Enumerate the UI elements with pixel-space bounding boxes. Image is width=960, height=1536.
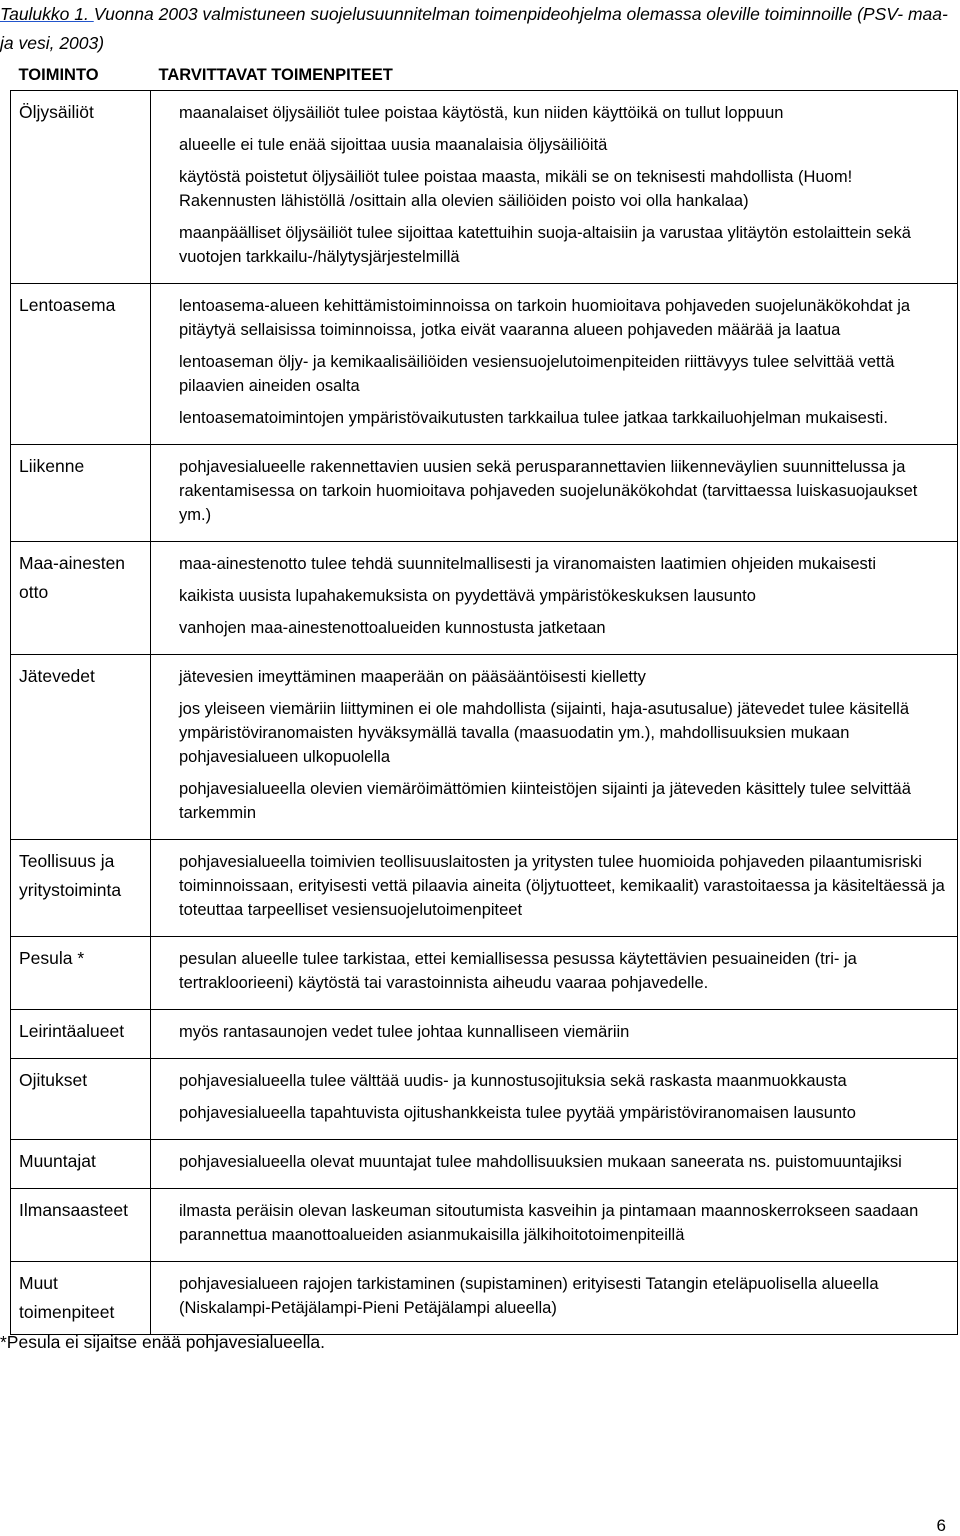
measures-cell	[151, 1010, 958, 1059]
measure-item: pohjavesialueella toimivien teollisuuslaitosten ja yritysten tulee huomioida pohjaveden pilaantumisriski toiminnoissaan, erityisesti vettä pilaavia aineita (öljytuotteet, kemikaalit) varastoitaessa ja käsiteltäessä ja toteuttaa tarpeelliset vesiensuojelutoimenpiteet	[179, 853, 945, 919]
footnote: *Pesula ei sijaitse enää pohjavesialueella.	[0, 1332, 325, 1352]
table-row	[11, 840, 958, 937]
measures-cell	[151, 937, 958, 1010]
table-row	[11, 1262, 958, 1335]
table-row	[11, 655, 958, 840]
activity-cell	[11, 1010, 151, 1059]
activity-cell	[11, 91, 151, 284]
activity-cell	[11, 1262, 151, 1335]
measures-cell	[151, 1059, 958, 1140]
header-activity: TOIMINTO	[18, 66, 99, 84]
activity-label: Lentoasema	[19, 295, 116, 315]
activity-label: Leirintäalueet	[19, 1021, 125, 1041]
table-row	[11, 1059, 958, 1140]
measure-item: lentoasematoimintojen ympäristövaikutusten tarkkailua tulee jatkaa tarkkailuohjelman mukaisesti.	[179, 409, 888, 427]
measures-cell	[151, 542, 958, 655]
table-row	[11, 1189, 958, 1262]
measure-item: vanhojen maa-ainestenottoalueiden kunnostusta jatketaan	[179, 619, 606, 637]
measures-table	[10, 58, 958, 1335]
measures-cell	[151, 655, 958, 840]
activity-label: Teollisuus ja yritystoiminta	[19, 851, 122, 900]
measure-item: lentoasema-alueen kehittämistoiminnoissa on tarkoin huomioitava pohjaveden suojelunäkökohdat ja pitäytyä sellaisissa toiminnoissa, jotka eivät vaaranna alueen pohjaveden määrää ja laatua	[179, 297, 911, 339]
measure-item: pohjavesialueelle rakennettavien uusien sekä perusparannettavien liikenneväylien suunnittelussa ja rakentamisessa on tarkoin huomioitava pohjaveden suojelunäkökohdat (tarvittaessa luiskasuojaukset ym.)	[179, 458, 918, 524]
table-row	[11, 937, 958, 1010]
activity-label: Öljysäiliöt	[19, 102, 94, 122]
table-row	[11, 284, 958, 445]
measures-cell	[151, 284, 958, 445]
activity-label: Ilmansaasteet	[19, 1200, 128, 1220]
activity-cell	[11, 1189, 151, 1262]
activity-cell	[11, 1140, 151, 1189]
measures-cell	[151, 1262, 958, 1335]
activity-label: Maa-ainesten otto	[19, 553, 126, 602]
table-header-row	[11, 58, 958, 91]
activity-label: Jätevedet	[19, 666, 95, 686]
measures-cell	[151, 445, 958, 542]
measure-item: lentoaseman öljy- ja kemikaalisäiliöiden vesiensuojelutoimenpiteiden riittävyys tulee selvittää vettä pilaavien aineiden osalta	[179, 353, 895, 395]
caption-text: Vuonna 2003 valmistuneen suojelusuunnitelman toimenpideohjelma olemassa oleville toiminnoille (PSV- maa- ja vesi, 2003)	[0, 4, 948, 53]
measure-item: maanalaiset öljysäiliöt tulee poistaa käytöstä, kun niiden käyttöikä on tullut loppuun	[179, 104, 784, 122]
caption-prefix: Taulukko 1.	[0, 4, 94, 24]
measure-item: pohjavesialueen rajojen tarkistaminen (supistaminen) erityisesti Tatangin eteläpuolisella alueella (Niskalampi-Petäjälampi-Pieni Petäjälampi alueella)	[179, 1275, 879, 1317]
header-measures: TARVITTAVAT TOIMENPITEET	[158, 66, 393, 84]
activity-cell	[11, 655, 151, 840]
measure-item: jätevesien imeyttäminen maaperään on pääsääntöisesti kielletty	[179, 668, 646, 686]
measure-item: pesulan alueelle tulee tarkistaa, ettei kemiallisessa pesussa käytettävien pesuaineiden (tri- ja tertrakloorieeni) käytöstä tai varastoinnista aiheudu vaaraa pohjavedelle.	[179, 950, 857, 992]
measure-item: käytöstä poistetut öljysäiliöt tulee poistaa maasta, mikäli se on teknisesti mahdollista (Huom! Rakennusten lähistöllä /osittain alla olevien säiliöiden poisto voi olla hankalaa)	[179, 168, 853, 210]
table-row	[11, 445, 958, 542]
table-body	[11, 91, 958, 1335]
measures-cell	[151, 91, 958, 284]
activity-cell	[11, 542, 151, 655]
measure-item: myös rantasaunojen vedet tulee johtaa kunnalliseen viemäriin	[179, 1023, 630, 1041]
activity-label: Muuntajat	[19, 1151, 96, 1171]
table-row	[11, 91, 958, 284]
activity-cell	[11, 840, 151, 937]
measure-item: pohjavesialueella olevat muuntajat tulee mahdollisuuksien mukaan saneerata ns. puistomuuntajiksi	[179, 1153, 902, 1171]
activity-label: Muut toimenpiteet	[19, 1273, 115, 1322]
activity-cell	[11, 445, 151, 542]
activity-label: Pesula *	[19, 948, 85, 968]
activity-label: Liikenne	[19, 456, 85, 476]
activity-cell	[11, 1059, 151, 1140]
table-caption	[0, 0, 950, 58]
measure-item: jos yleiseen viemäriin liittyminen ei ole mahdollista (sijainti, haja-asutusalue) jätevedet tulee käsitellä ympäristöviranomaisten hyväksymällä tavalla (maasuodatin ym.), mahdollisuuksien mukaan pohjavesialueen ulkopuolella	[179, 700, 910, 766]
measure-item: pohjavesialueella tulee välttää uudis- ja kunnostusojituksia sekä raskasta maanmuokkausta	[179, 1072, 847, 1090]
measures-cell	[151, 1189, 958, 1262]
page-number: 6	[936, 1516, 946, 1535]
measure-item: pohjavesialueella olevien viemäröimättömien kiinteistöjen sijainti ja jäteveden käsittely tulee selvittää tarkemmin	[179, 780, 911, 822]
table-row	[11, 542, 958, 655]
activity-label: Ojitukset	[19, 1070, 88, 1090]
measure-item: maanpäälliset öljysäiliöt tulee sijoittaa katettuihin suoja-altaisiin ja varustaa ylitäytön estolaittein sekä vuotojen tarkkailu-/hälytysjärjestelmillä	[179, 224, 911, 266]
measure-item: alueelle ei tule enää sijoittaa uusia maanalaisia öljysäiliöitä	[179, 136, 608, 154]
measures-cell	[151, 1140, 958, 1189]
measure-item: ilmasta peräisin olevan laskeuman sitoutumista kasveihin ja pintamaan maannoskerrokseen saadaan parannettua maanottoalueiden asianmukaisilla jälkihoitotoimenpiteillä	[179, 1202, 919, 1244]
activity-cell	[11, 284, 151, 445]
measure-item: pohjavesialueella tapahtuvista ojitushankkeista tulee pyytää ympäristöviranomaisen lausunto	[179, 1104, 856, 1122]
measure-item: kaikista uusista lupahakemuksista on pyydettävä ympäristökeskuksen lausunto	[179, 587, 756, 605]
measures-cell	[151, 840, 958, 937]
table-row	[11, 1010, 958, 1059]
activity-cell	[11, 937, 151, 1010]
measure-item: maa-ainestenotto tulee tehdä suunnitelmallisesti ja viranomaisten laatimien ohjeiden mukaisesti	[179, 555, 877, 573]
table-row	[11, 1140, 958, 1189]
